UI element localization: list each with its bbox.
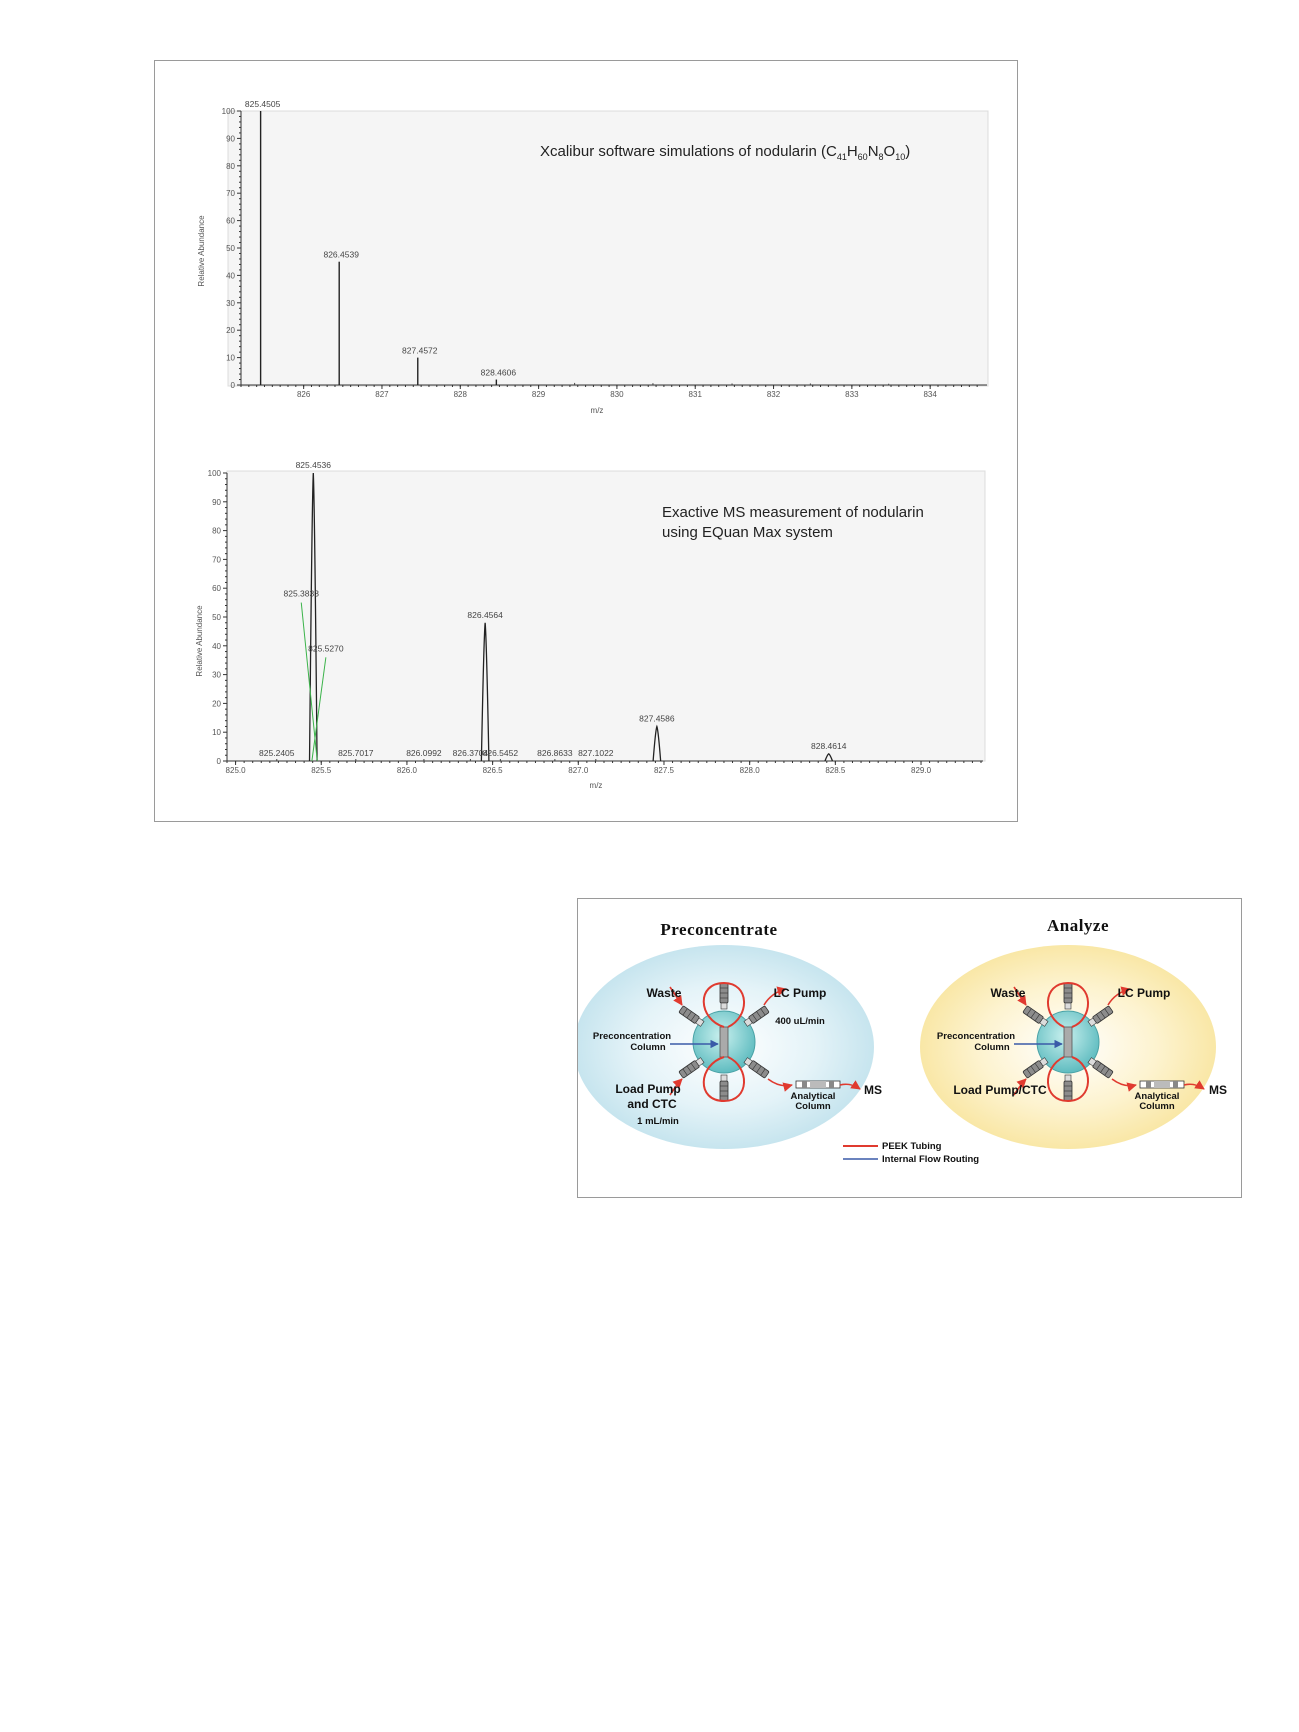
x-tick-label: 827 (375, 390, 389, 399)
y-tick-label: 100 (207, 469, 221, 478)
peak-label: 825.4536 (295, 460, 332, 470)
left-analytical-label-2: Column (795, 1101, 831, 1112)
valve-svg (578, 899, 1241, 1197)
y-tick-label: 40 (212, 641, 221, 651)
panel2-ylabel: Relative Abundance (195, 605, 204, 677)
analyze-state (920, 916, 1227, 1149)
baseline-label: 826.3704 (452, 748, 489, 758)
panel1-ylabel: Relative Abundance (197, 215, 206, 287)
panel2-title-line1: Exactive MS measurement of nodularin (662, 504, 924, 521)
right-analytical-label-1: Analytical (1134, 1091, 1180, 1102)
x-tick-label: 825.5 (311, 766, 332, 775)
analytical-column-icon-right (1140, 1081, 1184, 1088)
x-tick-label: 832 (766, 390, 781, 399)
right-lcpump-label: LC Pump (1117, 986, 1171, 1000)
spectra-svg (155, 61, 1017, 821)
right-precon-label-2: Column (974, 1042, 1010, 1053)
peak-label: 828.4614 (810, 740, 847, 751)
y-tick-label: 70 (226, 189, 235, 199)
legend (843, 1141, 979, 1165)
baseline-label: 825.7017 (338, 748, 374, 758)
peak-label: 827.4586 (639, 713, 675, 724)
legend-internal-label: Internal Flow Routing (882, 1154, 980, 1165)
x-tick-label: 827.0 (568, 766, 589, 775)
right-analytical-label-2: Column (1139, 1101, 1175, 1112)
y-tick-label: 80 (212, 526, 221, 536)
peak-label: 828.4606 (480, 367, 517, 378)
left-analytical-label-1: Analytical (790, 1091, 836, 1102)
valve-diagram (577, 898, 1242, 1198)
x-tick-label: 828.5 (825, 766, 846, 775)
y-tick-label: 60 (226, 216, 235, 226)
x-tick-label: 826.0 (396, 766, 417, 775)
panel2-xlabel: m/z (589, 781, 603, 790)
y-tick-label: 0 (230, 381, 235, 390)
x-tick-label: 825.0 (225, 766, 246, 775)
preconcentration-column-icon (720, 1027, 728, 1057)
left-load-label-1: Load Pump (615, 1082, 681, 1096)
peak-label: 825.4505 (244, 99, 281, 109)
baseline-label: 826.8633 (537, 748, 573, 758)
spectra-figure (154, 60, 1018, 822)
x-tick-label: 833 (845, 390, 859, 399)
y-tick-label: 80 (226, 161, 235, 171)
x-tick-label: 827.5 (653, 766, 674, 775)
right-waste-label: Waste (990, 986, 1026, 1000)
x-tick-label: 829.0 (911, 766, 932, 775)
y-tick-label: 50 (212, 613, 221, 622)
baseline-label: 825.2405 (259, 748, 295, 758)
left-lcpump-label: LC Pump (773, 986, 827, 1000)
legend-peek-label: PEEK Tubing (882, 1141, 942, 1152)
x-tick-label: 828 (453, 390, 467, 399)
y-tick-label: 20 (226, 326, 235, 336)
baseline-label: 827.1022 (578, 748, 614, 758)
y-tick-label: 90 (226, 134, 235, 144)
panel1-title: Xcalibur software simulations of nodularin $(C_{41}H_{60}N_8O_{10})$ (540, 143, 911, 162)
right-precon-label-1: Preconcentration (936, 1031, 1016, 1042)
simulation-panel (197, 99, 988, 415)
baseline-label: 826.0992 (406, 748, 442, 758)
y-tick-label: 30 (226, 298, 235, 308)
peak-label: 826.4564 (467, 609, 503, 620)
y-tick-label: 100 (221, 107, 235, 116)
left-precon-label-1: Preconcentration (592, 1031, 672, 1042)
x-tick-label: 829 (531, 390, 546, 399)
y-tick-label: 30 (212, 670, 221, 680)
y-tick-label: 20 (212, 699, 221, 709)
y-tick-label: 0 (216, 757, 221, 766)
y-tick-label: 60 (212, 584, 221, 594)
analyze-heading: Analyze (1046, 916, 1110, 935)
y-tick-label: 50 (226, 244, 235, 253)
panel1-xlabel: m/z (590, 406, 604, 415)
x-tick-label: 828.0 (739, 766, 760, 775)
peak-label: 826.4539 (323, 249, 359, 260)
x-tick-label: 834 (923, 390, 937, 399)
baseline-label: 826.5452 (482, 748, 519, 758)
y-tick-label: 10 (212, 728, 221, 738)
annotated-peak-label: 825.3833 (283, 588, 319, 599)
peak-label: 827.4572 (402, 345, 438, 356)
y-tick-label: 90 (212, 497, 221, 507)
analytical-column-icon (796, 1081, 840, 1088)
right-ms-label: MS (1209, 1083, 1227, 1097)
x-tick-label: 826 (296, 390, 311, 399)
left-load-label-2: and CTC (627, 1097, 677, 1111)
x-tick-label: 831 (688, 390, 702, 399)
panel2-title-line2: using EQuan Max system (662, 524, 833, 541)
y-tick-label: 70 (212, 555, 221, 565)
y-tick-label: 10 (226, 353, 235, 363)
right-load-label: Load Pump/CTC (953, 1083, 1047, 1097)
annotated-peak-label: 825.5270 (308, 643, 344, 654)
x-tick-label: 830 (610, 390, 624, 399)
measurement-panel (195, 460, 985, 790)
preconcentrate-heading: Preconcentrate (660, 920, 778, 939)
left-flow-label: 400 uL/min (775, 1016, 825, 1027)
preconcentrate-state (578, 920, 882, 1149)
preconcentration-column-icon-right (1064, 1027, 1072, 1057)
y-tick-label: 40 (226, 271, 235, 281)
left-precon-label-2: Column (630, 1042, 666, 1053)
x-tick-label: 826.5 (482, 766, 503, 775)
left-ms-label: MS (864, 1083, 882, 1097)
left-waste-label: Waste (646, 986, 682, 1000)
left-load-flow-label: 1 mL/min (637, 1116, 679, 1127)
